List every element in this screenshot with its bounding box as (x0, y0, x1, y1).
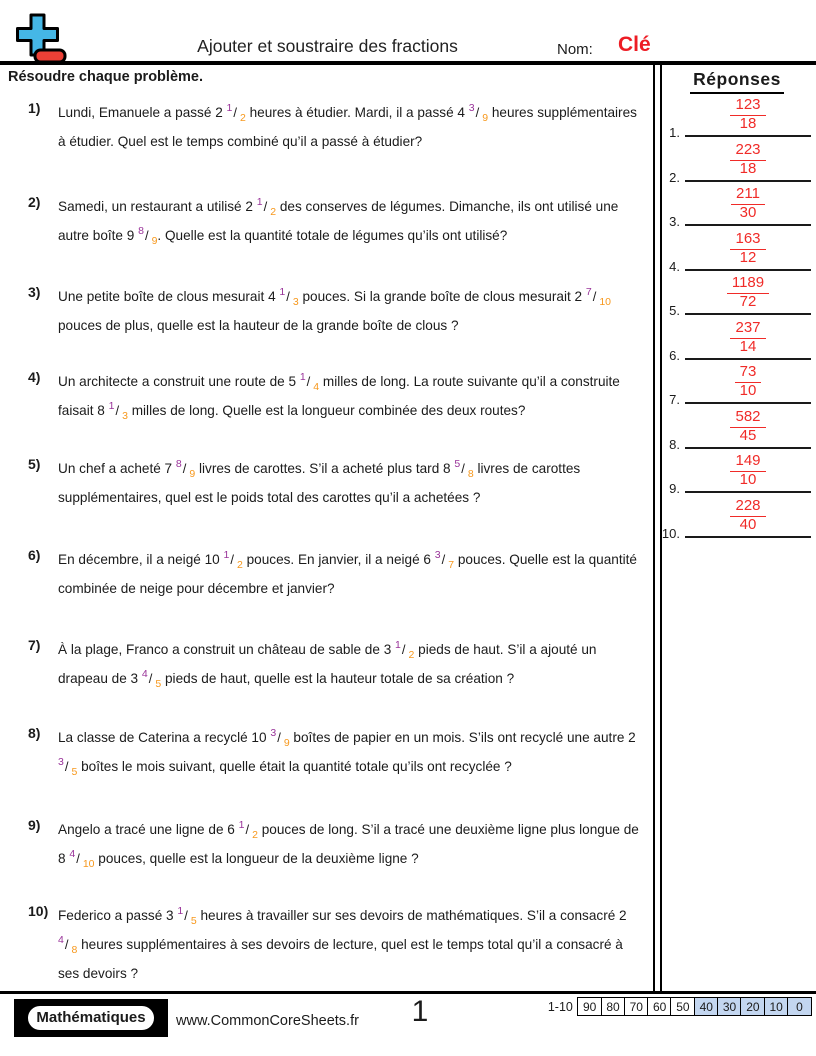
answer-number: 6. (669, 348, 680, 363)
fraction-numerator: 5 (454, 458, 461, 470)
answer-blank-line (685, 93, 811, 137)
fraction-slash: / (263, 199, 268, 214)
answer-row (656, 360, 813, 407)
answer-blank-line (685, 271, 811, 315)
answer-row (656, 271, 813, 318)
fraction-slash: / (441, 552, 446, 567)
fraction-numerator: 3 (270, 727, 277, 739)
fraction-denominator: 7 (448, 559, 455, 571)
answer-number: 5. (669, 303, 680, 318)
brand-badge (14, 999, 168, 1037)
fraction-denominator: 5 (190, 915, 197, 927)
score-cell: 40 (694, 997, 719, 1016)
fraction-numerator: 1 (395, 639, 401, 651)
instructions: Résoudre chaque problème. (8, 69, 203, 85)
problem-number: 7) (28, 637, 41, 653)
answer-row (656, 316, 813, 363)
problem-text: Lundi, Emanuele a passé 2 $^1$/ $_2$ heures à étudier. Mardi, il a passé 4 $^3$/ $_9$ heures supplémentaires à étudier. Quel est le temps combiné qu’il a passé à étudier? (58, 102, 637, 149)
score-label: 1-10 (547, 999, 573, 1014)
answer-row (656, 182, 813, 229)
problem-number: 10) (28, 903, 49, 919)
answer-row (656, 138, 813, 185)
answer-blank-line (685, 182, 811, 226)
problem-text: Une petite boîte de clous mesurait 4 $^1$/ $_3$ pouces. Si la grande boîte de clous mesurait 2 $^7$/ $_{10}$ pouces de plus, quelle est la hauteur de la grande boîte de clous ? (58, 286, 612, 333)
answer-fraction (730, 409, 765, 445)
fraction-denominator: 9 (151, 235, 158, 247)
fraction-denominator: 4 (313, 381, 320, 393)
fraction-slash: / (286, 289, 290, 304)
answer-fraction (730, 498, 765, 534)
problem-text: Un chef a acheté 7 $^8$/ $_9$ livres de carottes. S’il a acheté plus tard 8 $^5$/ $_8$ livres de carottes supplémentaires, quel est le poids total des carottes qu’il a achetées ? (58, 458, 581, 505)
answer-numerator: 223 (730, 142, 765, 161)
fraction-numerator: 1 (223, 549, 230, 561)
fraction-denominator: 8 (467, 468, 474, 480)
answer-numerator: 582 (730, 409, 765, 428)
fraction-slash: / (306, 374, 311, 389)
answer-fraction (731, 186, 765, 222)
answer-denominator: 10 (739, 382, 757, 400)
fraction-numerator: 4 (58, 934, 64, 946)
problem-number: 5) (28, 456, 41, 472)
fraction-numerator: 1 (299, 371, 306, 383)
score-table (548, 997, 812, 1016)
fraction-numerator: 1 (256, 196, 263, 208)
answer-denominator: 10 (739, 471, 757, 489)
website-url: www.CommonCoreSheets.fr (176, 1013, 359, 1029)
fraction-denominator: 9 (283, 737, 290, 749)
fraction-denominator: 3 (292, 296, 299, 308)
fraction-denominator: 2 (236, 559, 243, 571)
score-cell: 50 (670, 997, 695, 1016)
answer-denominator: 14 (739, 338, 757, 356)
problem-number: 6) (28, 547, 41, 563)
fraction-slash: / (401, 642, 406, 657)
fraction-denominator: 2 (252, 829, 258, 841)
fraction-slash: / (115, 403, 120, 418)
answer-row (656, 405, 813, 452)
answer-denominator: 18 (739, 160, 757, 178)
answer-row (656, 93, 813, 140)
answers-header-label: Réponses (690, 69, 784, 94)
fraction-denominator: 10 (82, 858, 95, 870)
problem-text: La classe de Caterina a recyclé 10 $^3$/ $_9$ boîtes de papier en un mois. S’ils ont recyclé une autre 2 $^3$/ $_5$ boîtes le mois suivant, quelle était la quantité totale qu’ils ont recyclée ? (58, 727, 636, 778)
name-value: Clé (618, 33, 651, 56)
answer-fraction (730, 97, 765, 133)
fraction-numerator: 8 (175, 458, 182, 470)
answer-blank-line (685, 227, 811, 271)
fraction-numerator: 7 (585, 286, 592, 298)
fraction-denominator: 9 (482, 112, 489, 124)
fraction-slash: / (592, 289, 597, 304)
problem-text: Angelo a tracé une ligne de 6 $^1$/ $_2$ pouces de long. S’il a tracé une deuxième ligne plus longue de 8 $^4$/ $_{10}$ pouces, quelle est la longueur de la deuxième ligne ? (58, 819, 639, 870)
answer-blank-line (685, 449, 811, 493)
answer-number: 7. (669, 392, 680, 407)
brand-label: Mathématiques (26, 1004, 155, 1032)
fraction-numerator: 1 (177, 905, 184, 917)
answer-denominator: 45 (739, 427, 757, 445)
problem-text: Federico a passé 3 $^1$/ $_5$ heures à travailler sur ses devoirs de mathématiques. S’il a consacré 2 $^4$/ $_8$ heures supplémentaires à ses devoirs de lecture, quel est le temps total qu’il a consacré à ses devoirs ? (58, 905, 627, 981)
fraction-slash: / (475, 105, 480, 120)
fraction-numerator: 3 (468, 102, 475, 114)
fraction-numerator: 1 (238, 819, 245, 831)
fraction-numerator: 4 (69, 848, 76, 860)
fraction-denominator: 3 (122, 410, 128, 422)
fraction-numerator: 1 (279, 286, 286, 298)
answer-number: 10. (661, 526, 680, 541)
answer-denominator: 30 (739, 204, 757, 222)
answer-denominator: 18 (739, 115, 757, 133)
fraction-slash: / (245, 822, 250, 837)
answer-numerator: 73 (735, 364, 762, 383)
fraction-slash: / (64, 937, 69, 952)
answer-row (656, 494, 813, 541)
fraction-denominator: 2 (270, 206, 277, 218)
answer-fraction (730, 231, 765, 267)
answer-number: 4. (669, 259, 680, 274)
answer-numerator: 149 (730, 453, 765, 472)
fraction-numerator: 8 (138, 225, 144, 237)
fraction-numerator: 1 (226, 102, 233, 114)
problem-number: 2) (28, 194, 41, 210)
fraction-denominator: 5 (71, 766, 78, 778)
fraction-slash: / (144, 228, 149, 243)
answer-fraction (730, 320, 765, 356)
fraction-slash: / (76, 851, 80, 866)
answer-numerator: 123 (730, 97, 765, 116)
answer-fraction (735, 364, 762, 400)
score-cells (579, 997, 812, 1016)
footer-divider (0, 991, 816, 994)
answer-number: 9. (669, 481, 680, 496)
answer-denominator: 12 (739, 249, 757, 267)
fraction-numerator: 4 (141, 668, 148, 680)
score-cell: 30 (717, 997, 742, 1016)
fraction-numerator: 3 (434, 549, 441, 561)
score-cell: 60 (647, 997, 672, 1016)
answer-fraction (730, 142, 765, 178)
answer-number: 2. (669, 170, 680, 185)
score-cell: 80 (601, 997, 626, 1016)
score-cell: 20 (740, 997, 765, 1016)
answer-numerator: 211 (731, 186, 765, 205)
fraction-denominator: 5 (155, 678, 162, 690)
answer-number: 3. (669, 214, 680, 229)
fraction-slash: / (184, 908, 188, 923)
fraction-slash: / (64, 759, 69, 774)
problem-number: 8) (28, 725, 41, 741)
fraction-slash: / (461, 461, 465, 476)
answer-numerator: 228 (730, 498, 765, 517)
answer-blank-line (685, 360, 811, 404)
answer-blank-line (685, 316, 811, 360)
fraction-denominator: 2 (408, 649, 415, 661)
fraction-denominator: 8 (71, 944, 78, 956)
problem-number: 9) (28, 817, 41, 833)
fraction-slash: / (233, 105, 237, 120)
fraction-numerator: 3 (58, 756, 64, 768)
problem-text: À la plage, Franco a construit un château de sable de 3 $^1$/ $_2$ pieds de haut. S’il a ajouté un drapeau de 3 $^4$/ $_5$ pieds de haut, quelle est la hauteur totale de sa création ? (58, 639, 597, 690)
answer-numerator: 1189 (727, 275, 769, 294)
answer-row (656, 449, 813, 496)
answer-row (656, 227, 813, 274)
answer-blank-line (685, 494, 811, 538)
problem-number: 1) (28, 100, 41, 116)
fraction-denominator: 2 (240, 112, 246, 124)
fraction-slash: / (277, 730, 281, 745)
score-cell: 0 (787, 997, 812, 1016)
fraction-slash: / (148, 671, 153, 686)
problem-text: Un architecte a construit une route de 5 $^1$/ $_4$ milles de long. La route suivante qu’il a construite faisait 8 $^1$/ $_3$ milles de long. Quelle est la longueur combinée des deux routes? (58, 371, 620, 422)
answer-numerator: 237 (730, 320, 765, 339)
name-label: Nom: (557, 41, 593, 58)
answer-blank-line (685, 405, 811, 449)
answer-denominator: 72 (739, 293, 757, 311)
page-title: Ajouter et soustraire des fractions (197, 36, 458, 56)
fraction-slash: / (230, 552, 234, 567)
fraction-denominator: 10 (599, 296, 612, 308)
answer-fraction (730, 453, 765, 489)
fraction-denominator: 9 (189, 468, 196, 480)
answer-blank-line (685, 138, 811, 182)
score-cell: 10 (764, 997, 789, 1016)
score-cell: 70 (624, 997, 649, 1016)
answer-numerator: 163 (730, 231, 765, 250)
page-number: 1 (411, 995, 429, 1028)
answer-number: 8. (669, 437, 680, 452)
problem-number: 3) (28, 284, 41, 300)
score-cell: 90 (577, 997, 602, 1016)
fraction-numerator: 1 (108, 400, 115, 412)
problem-text: Samedi, un restaurant a utilisé 2 $^1$/ $_2$ des conserves de légumes. Dimanche, ils ont utilisé une autre boîte 9 $^8$/ $_9$. Quelle est la quantité totale de légumes qu’ils ont utilisé? (58, 196, 619, 247)
fraction-slash: / (182, 461, 187, 476)
problem-number: 4) (28, 369, 41, 385)
answer-number: 1. (669, 125, 680, 140)
answer-denominator: 40 (739, 516, 757, 534)
problem-text: En décembre, il a neigé 10 $^1$/ $_2$ pouces. En janvier, il a neigé 6 $^3$/ $_7$ pouces. Quelle est la quantité combinée de neige pour décembre et janvier? (58, 549, 637, 596)
answer-fraction (727, 275, 769, 311)
